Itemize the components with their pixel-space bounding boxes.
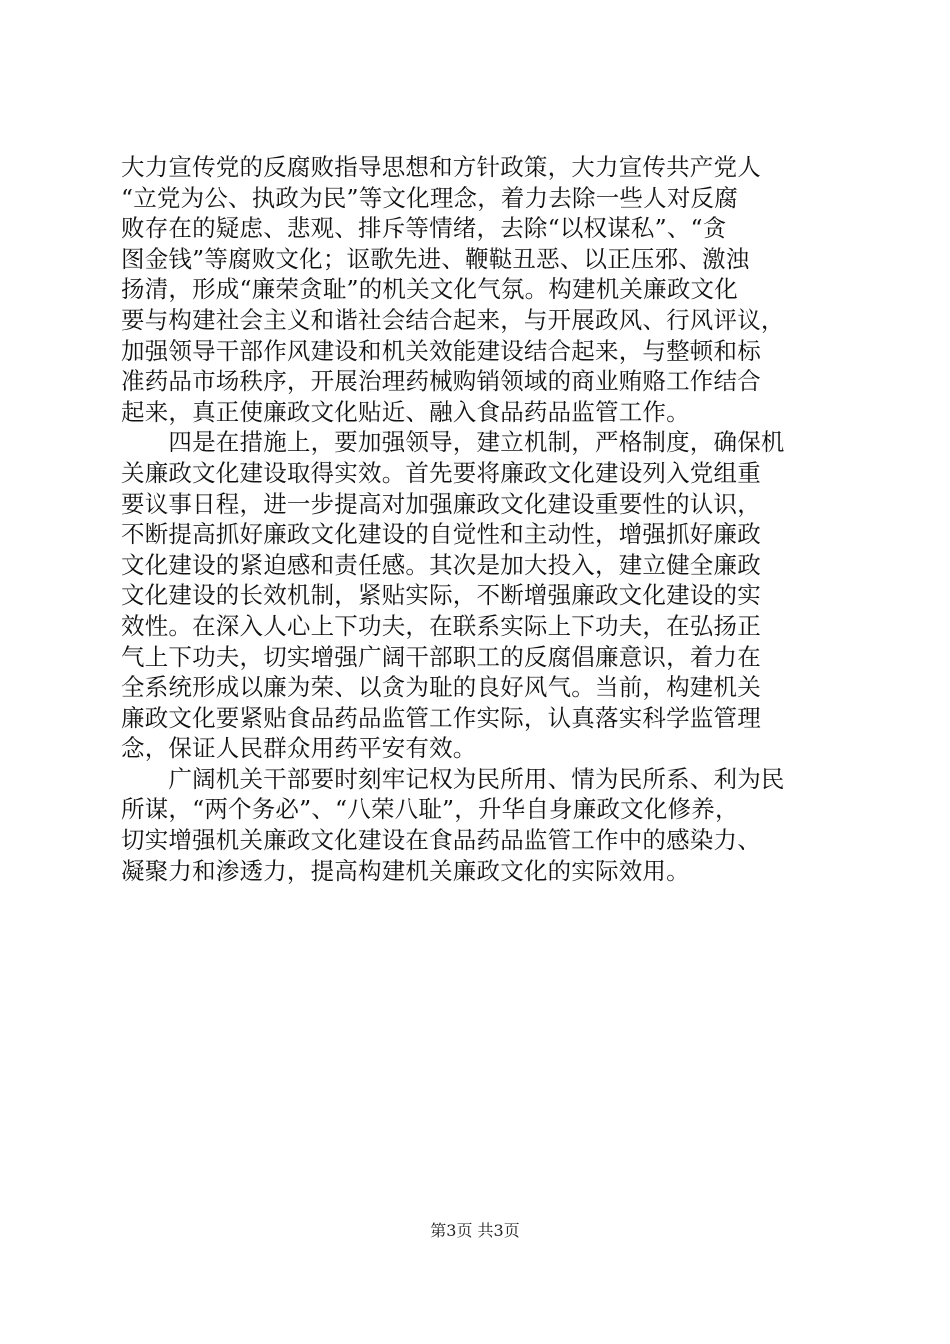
text-line: 图金钱”等腐败文化；讴歌先进、鞭鞑丑恶、以正压邪、激浊 [121, 244, 750, 273]
text-line: 起来，真正使廉政文化贴近、融入食品药品监管工作。 [121, 397, 690, 426]
text-line: 扬清，形成“廉荣贪耻”的机关文化气氛。构建机关廉政文化 [121, 275, 738, 304]
text-line: 文化建设的长效机制，紧贴实际，不断增强廉政文化建设的实 [121, 581, 761, 610]
text-line: 所谋，“两个务必”、“八荣八耻”，升华自身廉政文化修养， [121, 795, 739, 824]
text-line: “立党为公、执政为民”等文化理念，着力去除一些人对反腐 [121, 183, 738, 212]
text-line: 不断提高抓好廉政文化建设的自觉性和主动性，增强抓好廉政 [121, 520, 761, 549]
text-line: 切实增强机关廉政文化建设在食品药品监管工作中的感染力、 [121, 826, 761, 855]
text-line: 文化建设的紧迫感和责任感。其次是加大投入，建立健全廉政 [121, 550, 761, 579]
text-line: 念，保证人民群众用药平安有效。 [121, 734, 477, 763]
page-footer: 第3页 共3页 [430, 1221, 520, 1240]
text-line: 加强领导干部作风建设和机关效能建设结合起来，与整顿和标 [121, 336, 761, 365]
text-line: 要与构建社会主义和谐社会结合起来，与开展政风、行风评议， [121, 305, 785, 334]
text-line: 要议事日程，进一步提高对加强廉政文化建设重要性的认识， [121, 489, 761, 518]
paragraph-start-line: 广阔机关干部要时刻牢记权为民所用、情为民所系、利为民 [121, 764, 785, 793]
text-line: 廉政文化要紧贴食品药品监管工作实际，认真落实科学监管理 [121, 703, 761, 732]
text-line: 凝聚力和渗透力，提高构建机关廉政文化的实际效用。 [121, 856, 690, 885]
body-text [121, 152, 831, 886]
text-line: 效性。在深入人心上下功夫，在联系实际上下功夫，在弘扬正 [121, 611, 761, 640]
paragraph-start-line: 四是在措施上，要加强领导，建立机制，严格制度，确保机 [121, 428, 785, 457]
text-line: 全系统形成以廉为荣、以贪为耻的良好风气。当前，构建机关 [121, 673, 761, 702]
text-line: 大力宣传党的反腐败指导思想和方针政策，大力宣传共产党人 [121, 153, 761, 181]
text-line: 败存在的疑虑、悲观、排斥等情绪，去除“以权谋私”、“贪 [121, 214, 727, 243]
text-line: 准药品市场秩序，开展治理药械购销领域的商业贿赂工作结合 [121, 367, 761, 396]
text-line: 气上下功夫，切实增强广阔干部职工的反腐倡廉意识，着力在 [121, 642, 761, 671]
text-line: 关廉政文化建设取得实效。首先要将廉政文化建设列入党组重 [121, 458, 761, 487]
